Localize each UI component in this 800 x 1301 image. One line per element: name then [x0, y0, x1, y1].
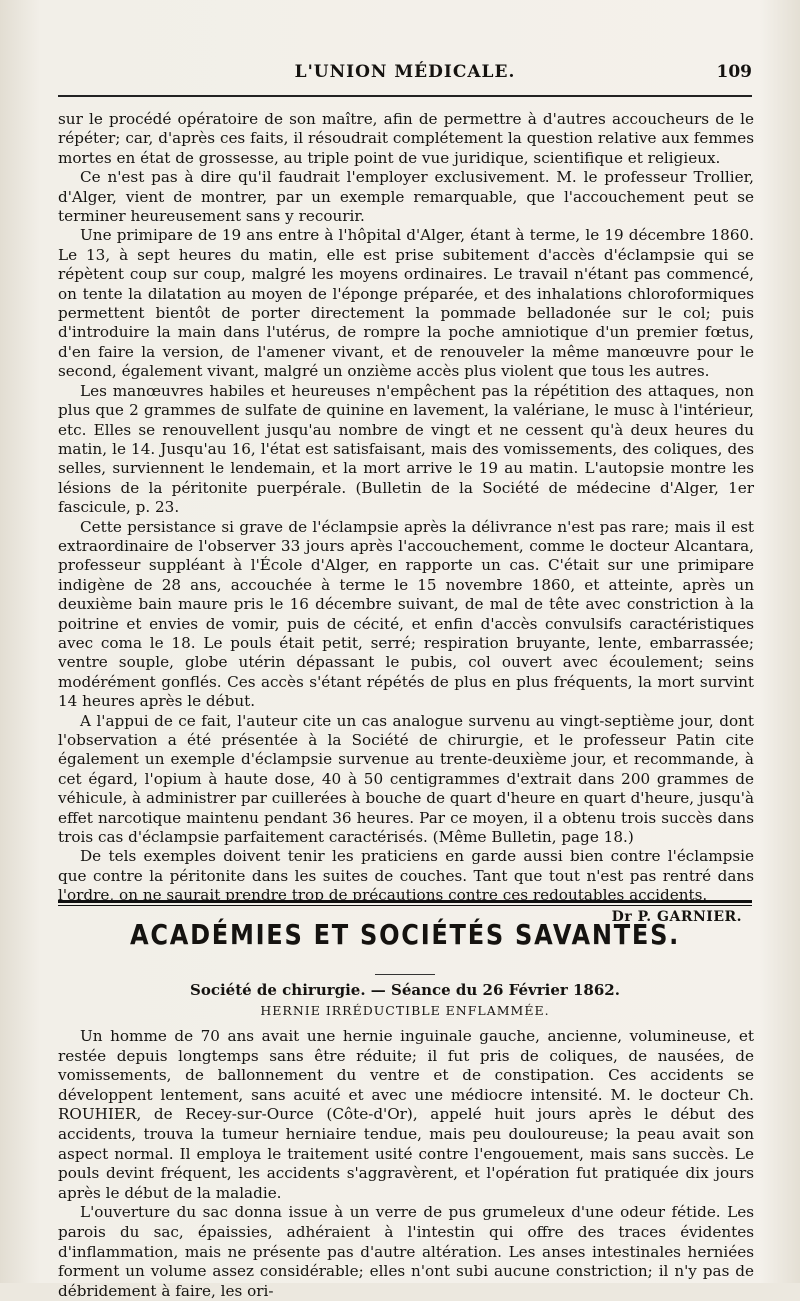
case-body [58, 1027, 754, 1301]
header-rule [58, 95, 752, 97]
section-divider [58, 900, 752, 906]
page-number: 109 [716, 62, 752, 82]
session-line: Société de chirurgie. — Séance du 26 Février 1862. [190, 981, 620, 999]
case-subheading: HERNIE IRRÉDUCTIBLE ENFLAMMÉE. [260, 1003, 550, 1018]
paragraph: Une primipare de 19 ans entre à l'hôpital d'Alger, étant à terme, le 19 décembre 1860. Le 13, à sept heures du matin, elle est prise subitement d'accès d'éclampsie qui se répètent coup sur coup, malgré les moyens ordinaires. Le travail n'étant pas commencé, on tente la dilatation au moyen de l'éponge préparée, et des inhalations chloroformiques permettent bientôt de porter directement la pommade belladonée sur le col; puis d'introduire la main dans l'utérus, de rompre la poche amniotique d'un premier fœtus, d'en faire la version, de l'amener vivant, et de renouveler la même manœuvre pour le second, également vivant, malgré un onzième accès plus violent que tous les autres. [58, 226, 754, 381]
paragraph: Ce n'est pas à dire qu'il faudrait l'employer exclusivement. M. le professeur Trollier, d'Alger, vient de montrer, par un exemple remarquable, que l'accouchement peut se terminer heureusement sans y recourir. [58, 168, 754, 226]
session-heading [58, 974, 752, 999]
running-title: L'UNION MÉDICALE. [294, 62, 516, 82]
article-body [58, 110, 754, 927]
paragraph: Cette persistance si grave de l'éclampsie après la délivrance n'est pas rare; mais il est extraordinaire de l'observer 33 jours après l'accouchement, comme le docteur Alcantara, professeur suppléant à l'École d'Alger, en rapporte un cas. C'était sur une primipare indigène de 28 ans, accouchée à terme le 15 novembre 1860, et atteinte, après un deuxième bain maure pris le 16 décembre suivant, de mal de tête avec constriction à la poitrine et envies de vomir, puis de cécité, et enfin d'accès convulsifs caractéristiques avec coma le 18. Le pouls était petit, serré; respiration bruyante, lente, embarrassée; ventre souple, globe utérin dépassant le pubis, col ouvert avec écoulement; seins modérément gonflés. Ces accès s'étant répétés de plus en plus fréquents, la mort survint 14 heures après le début. [58, 517, 754, 711]
paragraph: De tels exemples doivent tenir les praticiens en garde aussi bien contre l'éclampsie que contre la péritonite dans les suites de couches. Tant que tout n'est pas rentré dans l'ordre, on ne saurait prendre trop de précautions contre ces redoutables accidents. [58, 847, 754, 905]
author-signature: Dr P. GARNIER. [611, 908, 742, 925]
paragraph: Un homme de 70 ans avait une hernie inguinale gauche, ancienne, volumineuse, et restée depuis longtemps sans être réduite; il fut pris de coliques, de nausées, de vomissements, de ballonnement du ventre et de constipation. Ces accidents se développent lentement, sans acuité et avec une médiocre intensité. M. le docteur Ch. ROUHIER, de Recey-sur-Ource (Côte-d'Or), appelé huit jours après le début des accidents, trouva la tumeur herniaire tendue, mais peu douloureuse; la peau avait son aspect normal. Il employa le traitement usité contre l'engouement, mais sans succès. Le pouls devint fréquent, les accidents s'aggravèrent, et l'opération fut pratiquée dix jours après le début de la maladie. [58, 1027, 754, 1202]
paragraph: sur le procédé opératoire de son maître, afin de permettre à d'autres accoucheurs de le répéter; car, d'après ces faits, il résoudrait complétement la question relative aux femmes mortes en état de grossesse, au triple point de vue juridique, scientifique et religieux. [58, 110, 754, 167]
paragraph: L'ouverture du sac donna issue à un verre de pus grumeleux d'une odeur fétide. Les parois du sac, épaissies, adhéraient à l'intestin qui offre des traces évidentes d'inflammation, mais ne présente pas d'autre altération. Les anses intestinales herniées forment un volume assez considérable; elles n'ont subi aucune constriction; il n'y pas de débridement à faire, les ori- [58, 1203, 754, 1300]
short-rule [375, 974, 435, 975]
paragraph: A l'appui de ce fait, l'auteur cite un cas analogue survenu au vingt-septième jour, dont l'observation a été présentée à la Société de chirurgie, et le professeur Patin cite également un exemple d'éclampsie survenue au trente-deuxième jour, et recommande, à cet égard, l'opium à haute dose, 40 à 50 centigrammes d'extrait dans 200 grammes de véhicule, à administrer par cuillerées à bouche de quart d'heure en quart d'heure, jusqu'à effet narcotique maintenu pendant 36 heures. Par ce moyen, il a obtenu trois succès dans trois cas d'éclampsie parfaitement caractérisés. (Même Bulletin, page 18.) [58, 711, 754, 847]
paragraph: Les manœuvres habiles et heureuses n'empêchent pas la répétition des attaques, non plus que 2 grammes de sulfate de quinine en lavement, la valériane, le musc à l'intérieur, etc. Elles se renouvellent jusqu'au nombre de vingt et ne cessent qu'à deux heures du matin, le 14. Jusqu'au 16, l'état est satisfaisant, mais des vomissements, des coliques, des selles, surviennent le lendemain, et la mort arrive le 19 au matin. L'autopsie montre les lésions de la péritonite puerpérale. (Bulletin de la Société de médecine d'Alger, 1er fascicule, p. 23. [58, 381, 754, 517]
section-title: ACADÉMIES ET SOCIÉTÉS SAVANTES. [129, 918, 681, 951]
running-header [58, 58, 752, 86]
